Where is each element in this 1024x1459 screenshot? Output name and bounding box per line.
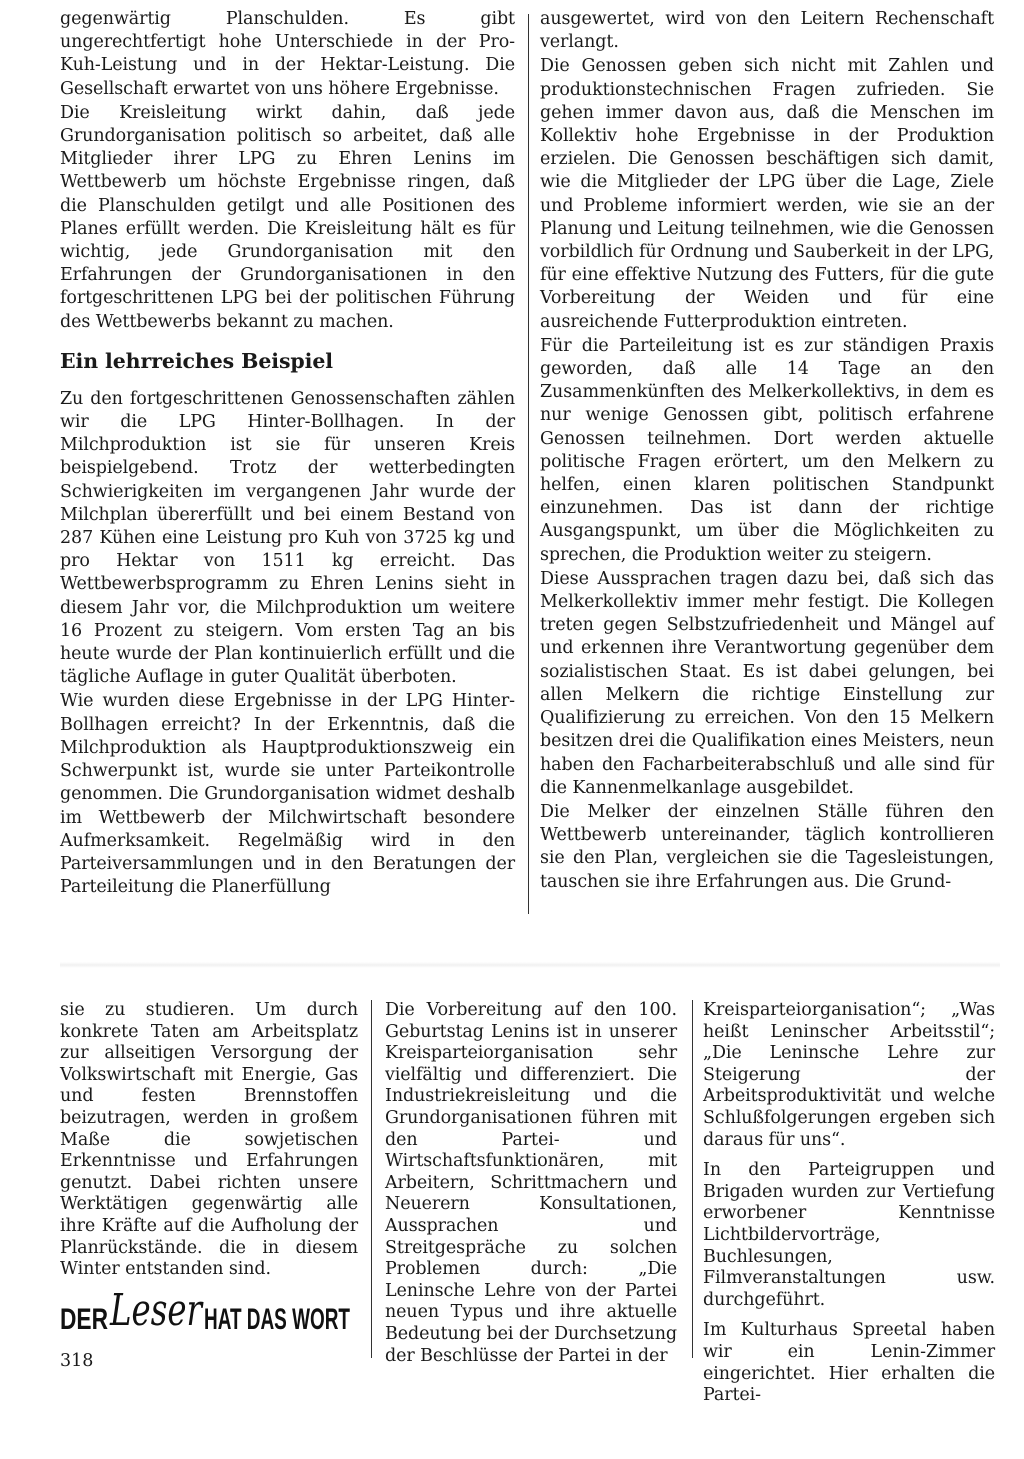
paragraph: In den Parteigruppen und Brigaden wurden zur Vertiefung erworbener Kenntnisse Lichtbildervorträge, Buchlesungen, Filmveranstaltungen usw. durchgeführt. <box>703 1160 995 1310</box>
column-divider <box>528 14 529 914</box>
paragraph: Diese Aussprachen tragen dazu bei, daß sich das Melkerkollektiv immer mehr festigt. Die Kollegen treten gegen Selbstzufriedenheit und Mängel auf und erkennen ihre Verantwortung gegenüber dem sozialistischen Staat. Es ist dabei gelungen, bei allen Melkern die richtige Einstellung zur Qualifizierung zu erreichen. Von den 15 Melkern besitzen drei die Qualifikation eines Meisters, neun haben den Facharbeiterabschluß und alle sind für die Kannenmelkanlage ausgebildet. <box>540 568 994 798</box>
paragraph: Im Kulturhaus Spreetal haben wir ein Lenin-Zimmer eingerichtet. Hier erhalten die Partei- <box>703 1320 995 1406</box>
letter-column-3 <box>703 1000 995 1416</box>
logo-words-hat-das-wort: HAT DAS WORT <box>204 1303 350 1336</box>
paragraph: Zu den fortgeschrittenen Genossenschaften zählen wir die LPG Hinter-Bollhagen. In der Milchproduktion ist sie für unseren Kreis beispielgebend. Trotz der wetterbedingten Schwierigkeiten im vergangenen Jahr wurde der Milchplan übererfüllt und bei einem Bestand von 287 Kühen eine Leistung pro Kuh von 3725 kg und pro Hektar von 1511 kg erreicht. Das Wettbewerbsprogramm zu Ehren Lenins sieht in diesem Jahr vor, die Milchproduktion um weitere 16 Prozent zu steigern. Vom ersten Tag an bis heute wurde der Plan kontinuierlich erfüllt und die tägliche Auflage in guter Qualität überboten. <box>60 388 515 688</box>
paragraph: Die Kreisleitung wirkt dahin, daß jede Grundorganisation politisch so arbeitet, daß alle Mitglieder ihrer LPG zu Ehren Lenins im Wettbewerb um höchste Ergebnisse ringen, daß die Planschulden getilgt und alle Positionen des Planes erfüllt werden. Die Kreisleitung hält es für wichtig, jede Grundorganisation mit den Erfahrungen der Grundorganisationen in den fortgeschrittenen LPG bei der politischen Führung des Wettbewerbs bekannt zu machen. <box>60 102 515 332</box>
top-left-column <box>60 8 515 900</box>
logo-word-leser: Leser <box>109 1285 205 1336</box>
paragraph: Die Vorbereitung auf den 100. Geburtstag Lenins ist in unserer Kreisparteiorganisation sehr vielfältig und differenziert. Die Industriekreisleitung und die Grundorganisationen führen mit den Partei- und Wirtschaftsfunktionären, mit Arbeitern, Schrittmachern und Neuerern Konsultationen, Aussprachen und Streitgespräche zu solchen Problemen durch: „Die Leninsche Lehre von der Partei neuen Typus und ihre aktuelle Bedeutung bei der Durchsetzung der Beschlüsse der Partei in der <box>385 1000 677 1366</box>
paragraph: Wie wurden diese Ergebnisse in der LPG Hinter-Bollhagen erreicht? In der Erkenntnis, daß die Milchproduktion als Hauptproduktionszweig ein Schwerpunkt ist, wurde sie unter Parteikontrolle genommen. Die Grundorganisation widmet deshalb im Wettbewerb der Milchwirtschaft besondere Aufmerksamkeit. Regelmäßig wird in den Parteiversammlungen und in den Beratungen der Parteileitung die Planerfüllung <box>60 691 515 898</box>
paragraph: sie zu studieren. Um durch konkrete Taten am Arbeitsplatz zur allseitigen Versorgung der Volkswirtschaft mit Energie, Gas und festen Brennstoffen beizutragen, werden in großem Maße die sowjetischen Erkenntnisse und Erfahrungen genutzt. Dabei richten unsere Werktätigen gegenwärtig alle ihre Kräfte auf die Aufholung der Planrückstände. die in diesem Winter entstanden sind. <box>60 1000 358 1280</box>
letter-column-2 <box>385 1000 677 1376</box>
paragraph: gegenwärtig Planschulden. Es gibt ungerechtfertigt hohe Unterschiede in der Pro-Kuh-Leistung und in der Hektar-Leistung. Die Gesellschaft erwartet von uns höhere Ergebnisse. <box>60 9 515 99</box>
top-right-column <box>540 8 994 895</box>
paragraph: Die Melker der einzelnen Ställe führen den Wettbewerb untereinander, täglich kontrollieren sie den Plan, vergleichen sie die Tagesleistungen, tauschen sie ihre Erfahrungen aus. Die Grund- <box>540 801 994 892</box>
column-divider <box>371 1000 372 1358</box>
paragraph: Für die Parteileitung ist es zur ständigen Praxis geworden, daß alle 14 Tage an den Zusammenkünften des Melkerkollektivs, in dem es nur wenige Genossen gibt, politisch erfahrene Genossen teilnehmen. Dort werden aktuelle politische Fragen erörtert, um den Melkern zu helfen, einen klaren politischen Standpunkt einzunehmen. Das ist dann der richtige Ausgangspunkt, um über die Möglichkeiten zu sprechen, die Produktion weiter zu steigern. <box>540 335 994 565</box>
page-number: 318 <box>60 1351 94 1371</box>
der-leser-hat-das-wort-logo <box>60 1275 360 1345</box>
letter-column-1 <box>60 1000 358 1290</box>
paragraph: ausgewertet, wird von den Leitern Rechenschaft verlangt. <box>540 9 994 53</box>
paragraph: Kreisparteiorganisation“; „Was heißt Leninscher Arbeitsstil“; „Die Leninsche Lehre zur Steigerung der Arbeitsproduktivität und welche Schlußfolgerungen ergeben sich daraus für uns“. <box>703 1000 995 1150</box>
logo-word-der: DER <box>60 1303 109 1336</box>
section-heading: Ein lehrreiches Beispiel <box>60 348 333 373</box>
paragraph: Die Genossen geben sich nicht mit Zahlen und produktionstechnischen Fragen zufrieden. Sie gehen immer davon aus, daß die Menschen im Kollektiv hohe Ergebnisse in der Produktion erzielen. Die Genossen beschäftigen sich damit, wie die Mitglieder der LPG über die Lage, Ziele und Probleme informiert werden, wie sie an der Planung und Leitung teilnehmen, wie die Genossen vorbildlich für Ordnung und Sauberkeit in der LPG, für eine effektive Nutzung des Futters, für die gute Vorbereitung der Weiden und für eine ausreichende Futterproduktion eintreten. <box>540 56 994 332</box>
column-divider <box>692 1000 693 1358</box>
page-fold-shadow <box>60 962 1000 968</box>
